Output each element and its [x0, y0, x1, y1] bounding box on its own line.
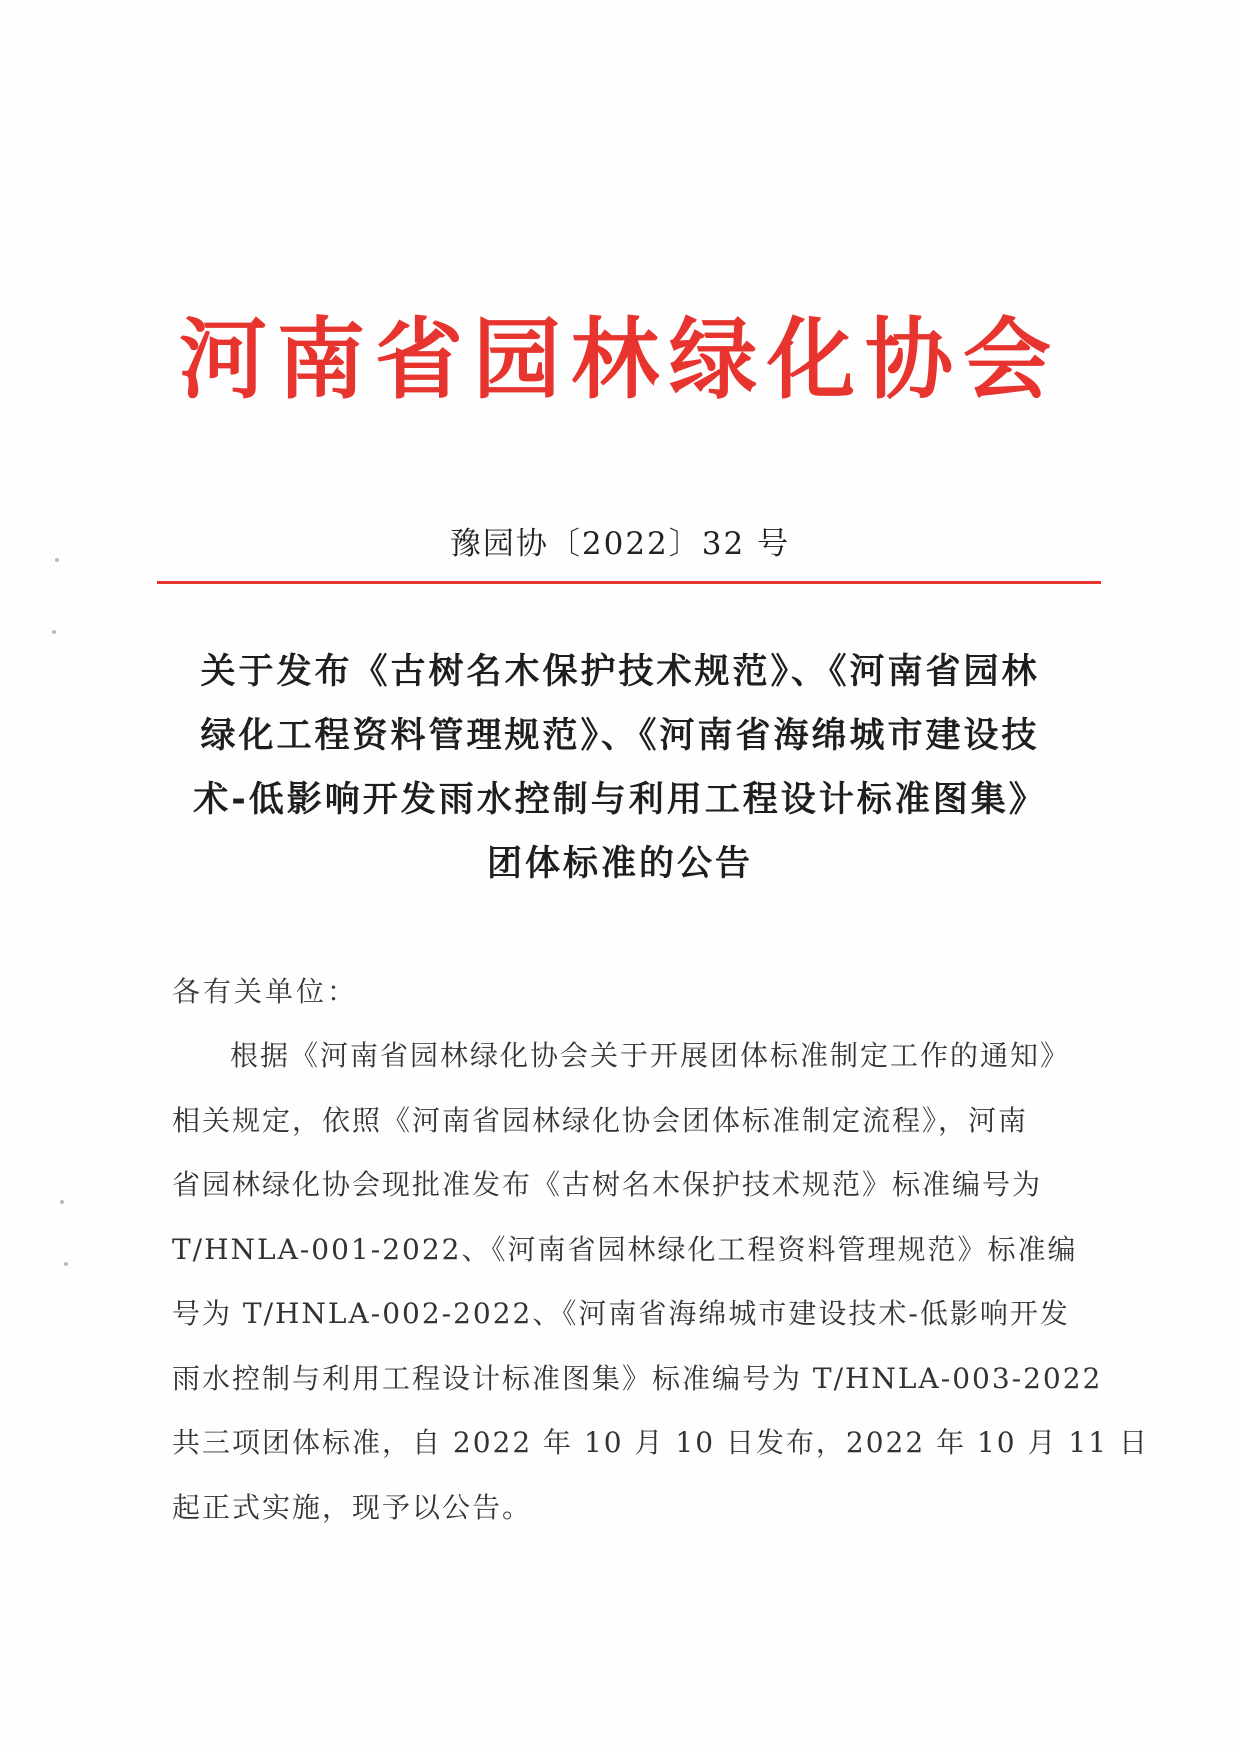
body-line: 共三项团体标准，自 2022 年 10 月 10 日发布，2022 年 10 月 11 日 [172, 1426, 1149, 1459]
scan-speck [52, 630, 56, 634]
notice-title-line: 关于发布《古树名木保护技术规范》、《河南省园林 [200, 652, 1040, 692]
body-line: 省园林绿化协会现批准发布《古树名木保护技术规范》标准编号为 [172, 1168, 1043, 1201]
body-line: 相关规定，依照《河南省园林绿化协会团体标准制定流程》，河南 [172, 1103, 1029, 1137]
scan-speck [60, 1200, 64, 1204]
document-number: 豫园协〔2022〕32 号 [449, 526, 791, 562]
notice-title [160, 640, 1080, 896]
red-divider [157, 581, 1101, 584]
organization-title: 河南省园林绿化协会 [178, 308, 1061, 411]
notice-body [172, 1024, 1149, 1540]
body-line: 根据《河南省园林绿化协会关于开展团体标准制定工作的通知》 [230, 1039, 1071, 1072]
body-line: 雨水控制与利用工程设计标准图集》标准编号为 T/HNLA-003-2022 [172, 1361, 1103, 1395]
body-line: T/HNLA-001-2022、《河南省园林绿化工程资料管理规范》标准编 [172, 1232, 1078, 1266]
body-line: 号为 T/HNLA-002-2022、《河南省海绵城市建设技术-低影响开发 [172, 1297, 1070, 1330]
scan-speck [55, 558, 59, 562]
body-line: 起正式实施，现予以公告。 [172, 1490, 533, 1524]
notice-title-line: 团体标准的公告 [486, 844, 753, 884]
notice-title-line: 绿化工程资料管理规范》、《河南省海绵城市建设技 [200, 716, 1040, 756]
notice-title-line: 术-低影响开发雨水控制与利用工程设计标准图集》 [193, 780, 1047, 820]
salutation: 各有关单位： [172, 975, 359, 1008]
scan-speck [64, 1262, 68, 1266]
